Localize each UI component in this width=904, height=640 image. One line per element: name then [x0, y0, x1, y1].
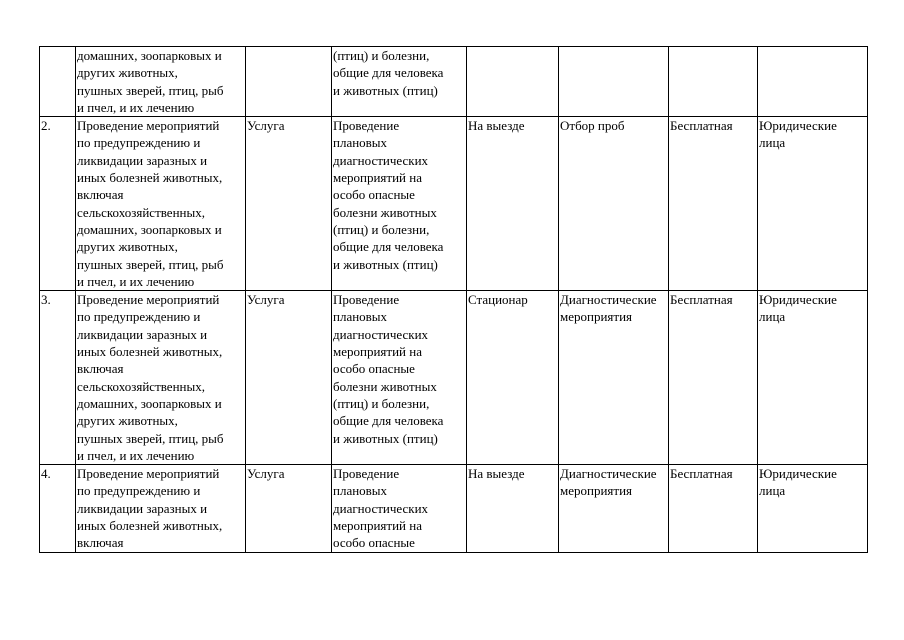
service-name-cell: Проведение мероприятий по предупреждению и ликвидации заразных и иных болезней животных, включая сельскохозяйственных, домашних, зоопарковых и других животных, пушных зверей, птиц, рыб и пчел, и их лечению [76, 291, 246, 465]
content-cell: Проведение плановых диагностических мероприятий на особо опасные болезни животных (птиц) и болезни, общие для человека и животных (птиц) [332, 291, 467, 465]
service-name-cell: Проведение мероприятий по предупреждению и ликвидации заразных и иных болезней животных, включая [76, 465, 246, 552]
row-number-cell: 3. [40, 291, 76, 465]
table-row [40, 291, 868, 465]
recipients-cell: Юридические лица [758, 465, 868, 552]
content-cell: (птиц) и болезни, общие для человека и животных (птиц) [332, 47, 467, 117]
procedure-cell: Отбор проб [559, 117, 669, 291]
type-cell: Услуга [246, 117, 332, 291]
content-cell: Проведение плановых диагностических мероприятий на особо опасные болезни животных (птиц) и болезни, общие для человека и животных (птиц) [332, 117, 467, 291]
place-cell [467, 47, 559, 117]
place-cell: Стационар [467, 291, 559, 465]
payment-cell: Бесплатная [669, 117, 758, 291]
recipients-cell: Юридические лица [758, 117, 868, 291]
procedure-cell: Диагностические мероприятия [559, 465, 669, 552]
row-number-cell: 4. [40, 465, 76, 552]
type-cell: Услуга [246, 291, 332, 465]
recipients-cell: Юридические лица [758, 291, 868, 465]
payment-cell: Бесплатная [669, 465, 758, 552]
service-name-cell: домашних, зоопарковых и других животных, пушных зверей, птиц, рыб и пчел, и их лечению [76, 47, 246, 117]
service-name-cell: Проведение мероприятий по предупреждению и ликвидации заразных и иных болезней животных, включая сельскохозяйственных, домашних, зоопарковых и других животных, пушных зверей, птиц, рыб и пчел, и их лечению [76, 117, 246, 291]
procedure-cell [559, 47, 669, 117]
row-number-cell [40, 47, 76, 117]
type-cell: Услуга [246, 465, 332, 552]
payment-cell: Бесплатная [669, 291, 758, 465]
place-cell: На выезде [467, 117, 559, 291]
place-cell: На выезде [467, 465, 559, 552]
type-cell [246, 47, 332, 117]
services-table [39, 46, 868, 553]
content-cell: Проведение плановых диагностических мероприятий на особо опасные [332, 465, 467, 552]
table-row [40, 465, 868, 552]
table-row [40, 47, 868, 117]
table-row [40, 117, 868, 291]
row-number-cell: 2. [40, 117, 76, 291]
payment-cell [669, 47, 758, 117]
recipients-cell [758, 47, 868, 117]
procedure-cell: Диагностические мероприятия [559, 291, 669, 465]
